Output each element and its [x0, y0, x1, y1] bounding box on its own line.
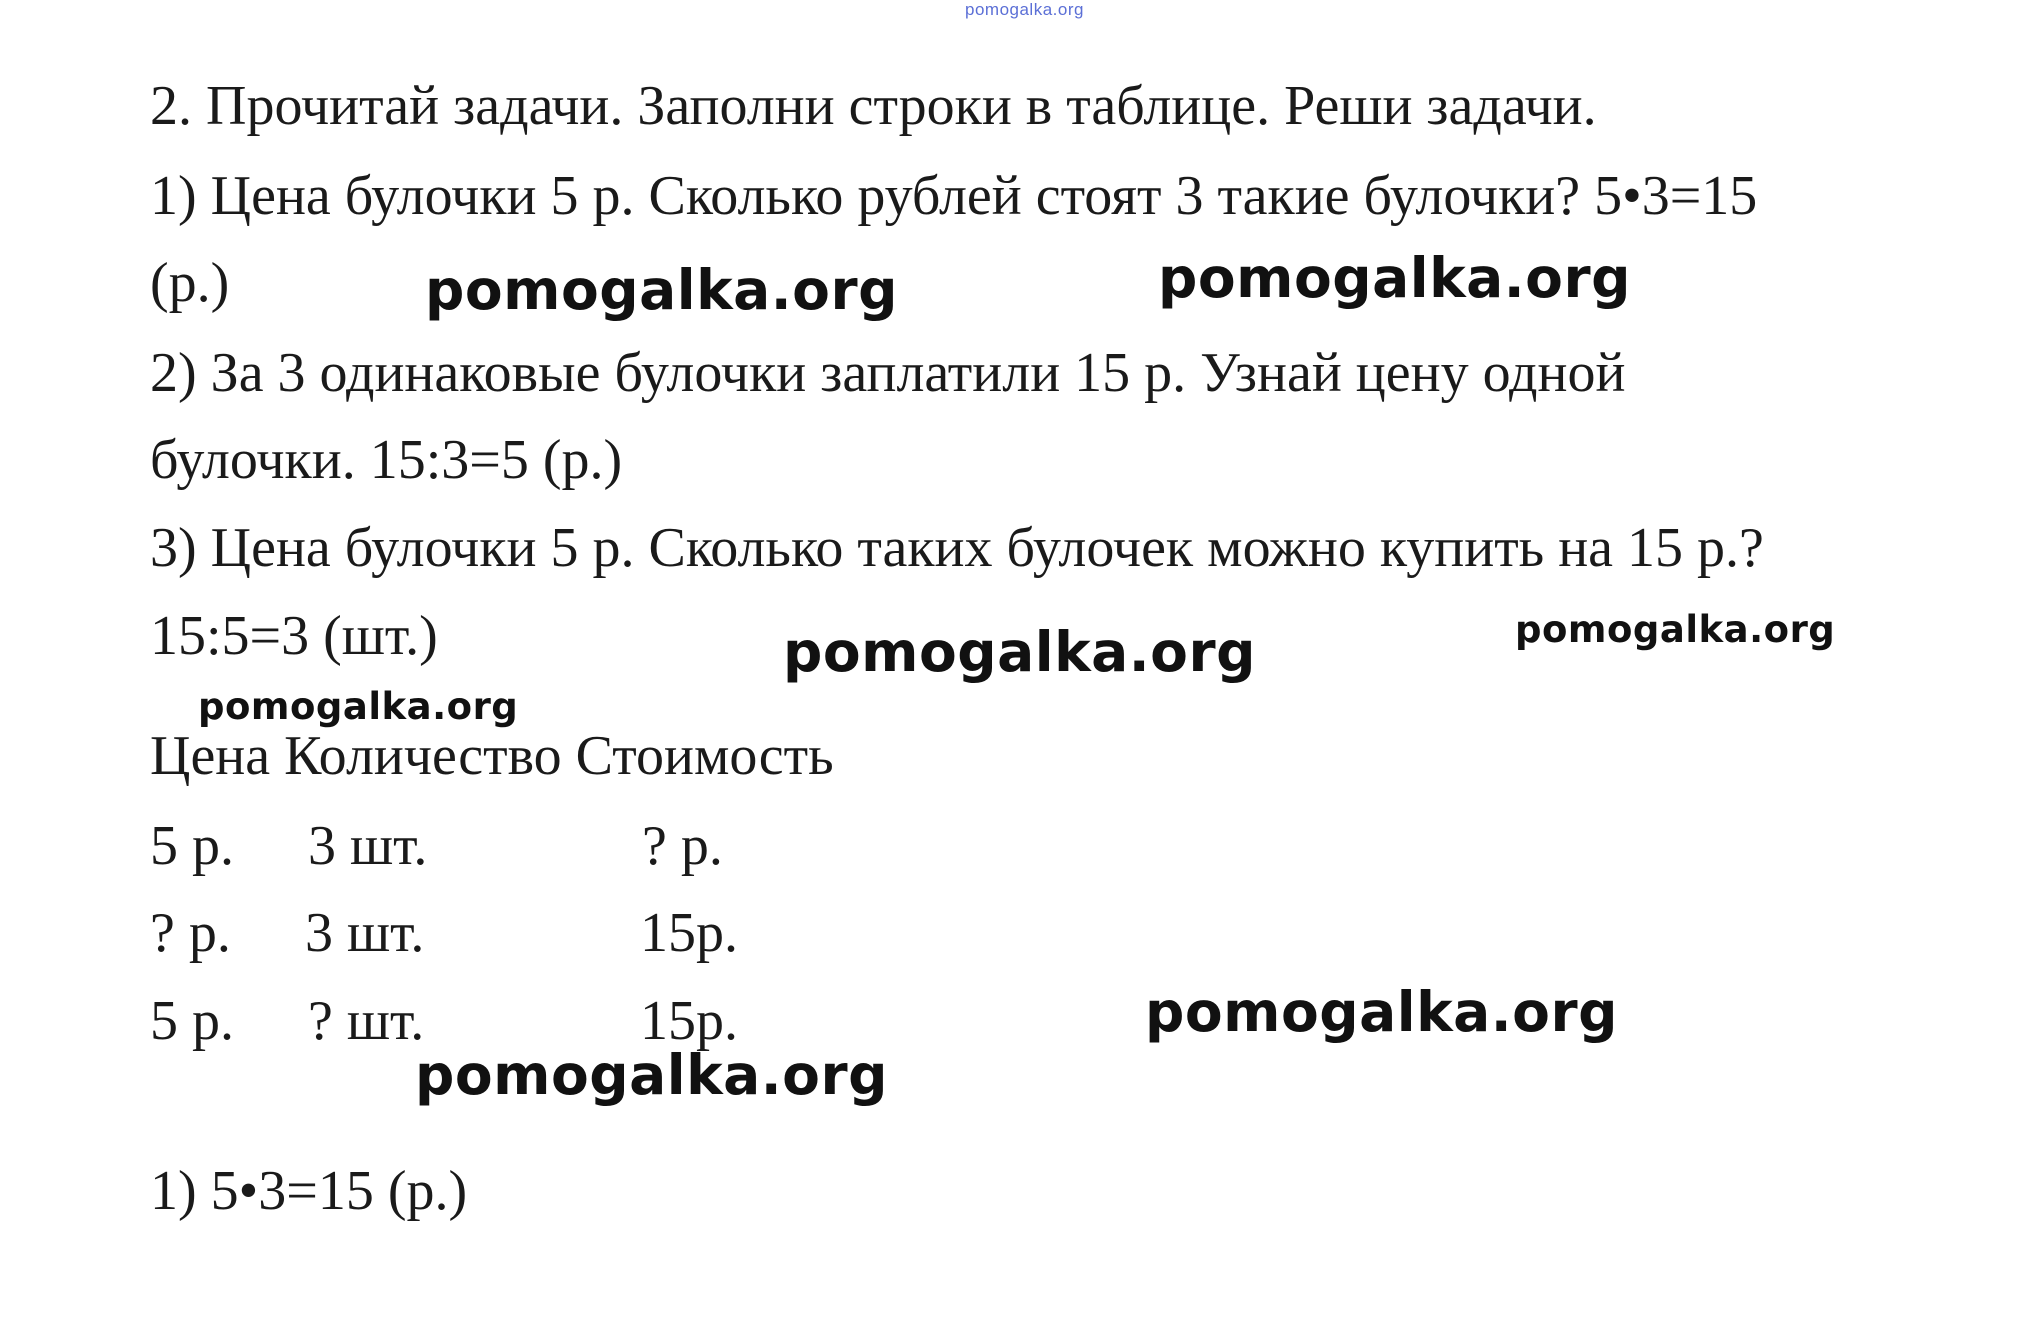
table-cell-cost: 15р.	[640, 990, 738, 1052]
table-cell-quantity: 3 шт.	[308, 815, 428, 877]
solution-line-1: 1) 5•3=15 (р.)	[150, 1160, 468, 1222]
problem-2-line-1: 2) За 3 одинаковые булочки заплатили 15 р. Узнай цену одной	[150, 342, 1626, 404]
table-cell-price: ? р.	[150, 902, 231, 964]
table-cell-cost: ? р.	[642, 815, 723, 877]
watermark: pomogalka.org	[1145, 980, 1618, 1044]
task-title: 2. Прочитай задачи. Заполни строки в таблице. Реши задачи.	[150, 75, 1597, 137]
watermark: pomogalka.org	[415, 1043, 888, 1107]
table-cell-quantity: 3 шт.	[305, 902, 425, 964]
problem-2-line-2: булочки. 15:3=5 (р.)	[150, 429, 623, 491]
table-header: Цена Количество Стоимость	[150, 725, 834, 787]
problem-1-line-1: 1) Цена булочки 5 р. Сколько рублей стоят 3 такие булочки? 5•3=15	[150, 165, 1758, 227]
problem-3-line-2: 15:5=3 (шт.)	[150, 605, 438, 667]
watermark: pomogalka.org	[1515, 608, 1836, 651]
site-header-watermark: pomogalka.org	[965, 0, 1084, 19]
table-cell-quantity: ? шт.	[308, 990, 425, 1052]
table-cell-cost: 15р.	[640, 902, 738, 964]
problem-3-line-1: 3) Цена булочки 5 р. Сколько таких булочек можно купить на 15 р.?	[150, 517, 1764, 579]
problem-1-line-2: (р.)	[150, 252, 230, 314]
watermark: pomogalka.org	[425, 258, 898, 322]
watermark: pomogalka.org	[783, 620, 1256, 684]
table-cell-price: 5 р.	[150, 815, 234, 877]
watermark: pomogalka.org	[198, 685, 519, 728]
table-cell-price: 5 р.	[150, 990, 234, 1052]
watermark: pomogalka.org	[1158, 246, 1631, 310]
